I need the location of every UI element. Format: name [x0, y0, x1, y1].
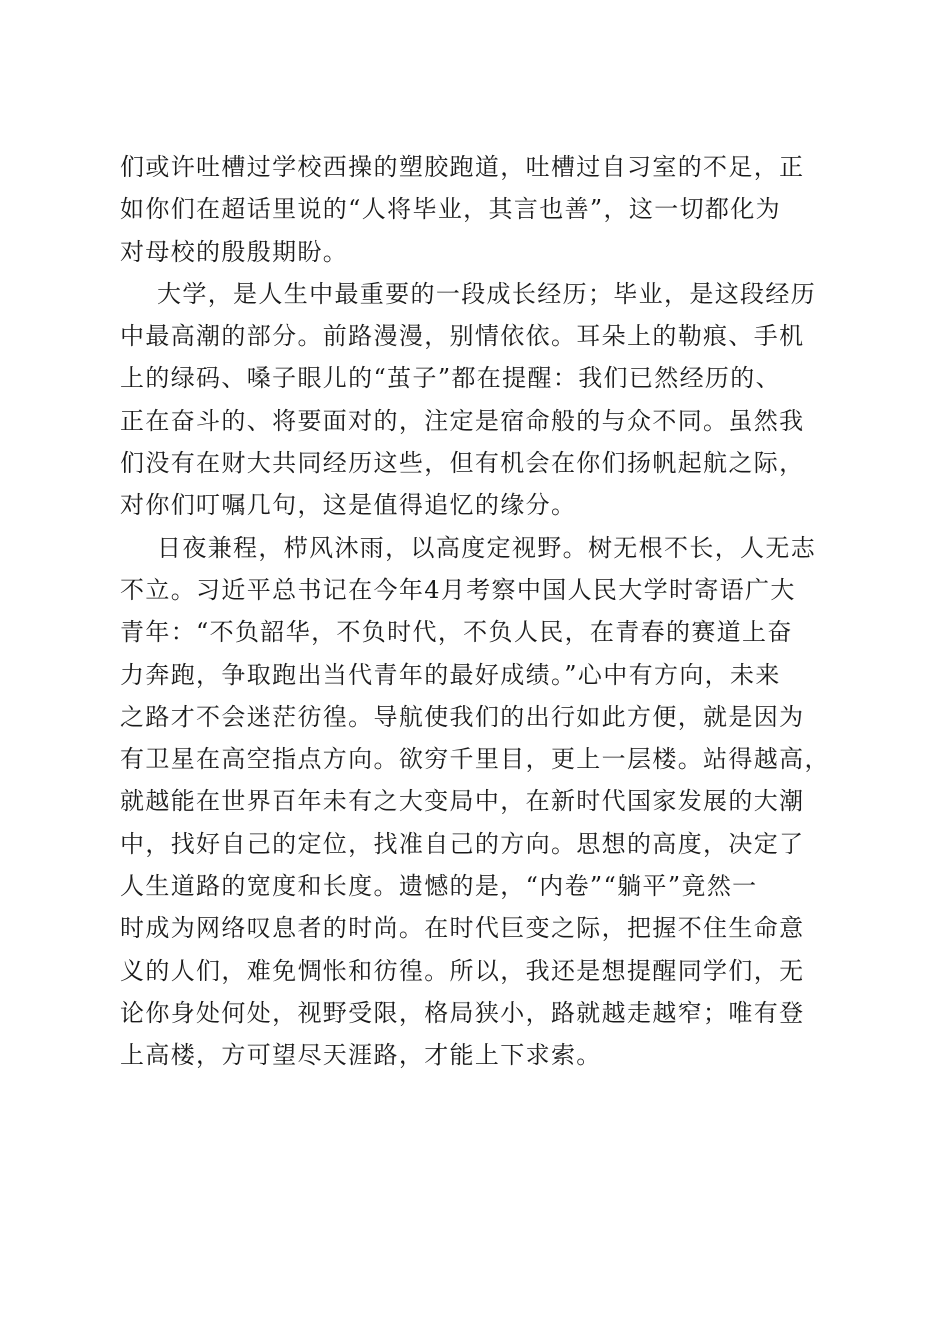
- text-line: 如你们在超话里说的“人将毕业，其言也善”，这一切都化为: [120, 195, 781, 224]
- text-line: 论你身处何处，视野受限，格局狭小，路就越走越窄；唯有登: [120, 998, 805, 1027]
- text-line: 中最高潮的部分。前路漫漫，别情依依。耳朵上的勒痕、手机: [120, 322, 805, 351]
- text-line: 就越能在世界百年未有之大变局中，在新时代国家发展的大潮: [120, 787, 805, 816]
- text-line: 大学，是人生中最重要的一段成长经历；毕业，是这段经历: [157, 279, 817, 308]
- text-line: 力奔跑，争取跑出当代青年的最好成绩。”心中有方向，未来: [120, 660, 781, 689]
- text-line: 不立。习近平总书记在今年4月考察中国人民大学时寄语广大: [120, 575, 796, 604]
- text-line: 中，找好自己的定位，找准自己的方向。思想的高度，决定了: [120, 829, 805, 858]
- text-line: 之路才不会迷茫彷徨。导航使我们的出行如此方便，就是因为: [120, 702, 805, 731]
- paragraph-vision: [120, 527, 840, 1077]
- text-line: 有卫星在高空指点方向。欲穷千里目，更上一层楼。站得越高，: [120, 745, 830, 774]
- text-line: 对母校的殷殷期盼。: [120, 237, 349, 266]
- paragraph-continuation: [120, 146, 840, 273]
- text-line: 上高楼，方可望尽天涯路，才能上下求索。: [120, 1041, 602, 1070]
- text-line: 们没有在财大共同经历这些，但有机会在你们扬帆起航之际，: [120, 449, 805, 478]
- text-line: 日夜兼程，栉风沐雨，以高度定视野。树无根不长，人无志: [157, 533, 817, 562]
- text-line: 青年：“不负韶华，不负时代，不负人民，在青春的赛道上奋: [120, 618, 793, 647]
- text-line: 上的绿码、嗓子眼儿的“茧子”都在提醒：我们已然经历的、: [120, 364, 781, 393]
- text-line: 人生道路的宽度和长度。遗憾的是，“内卷”“躺平”竟然一: [120, 872, 758, 901]
- body-text: [120, 146, 840, 1077]
- text-line: 义的人们，难免惆怅和彷徨。所以，我还是想提醒同学们，无: [120, 956, 805, 985]
- text-line: 时成为网络叹息者的时尚。在时代巨变之际，把握不住生命意: [120, 914, 805, 943]
- text-line: 正在奋斗的、将要面对的，注定是宿命般的与众不同。虽然我: [120, 406, 805, 435]
- text-line: 对你们叮嘱几句，这是值得追忆的缘分。: [120, 491, 577, 520]
- text-line: 们或许吐槽过学校西操的塑胶跑道，吐槽过自习室的不足，正: [120, 153, 805, 181]
- paragraph-university: [120, 273, 840, 527]
